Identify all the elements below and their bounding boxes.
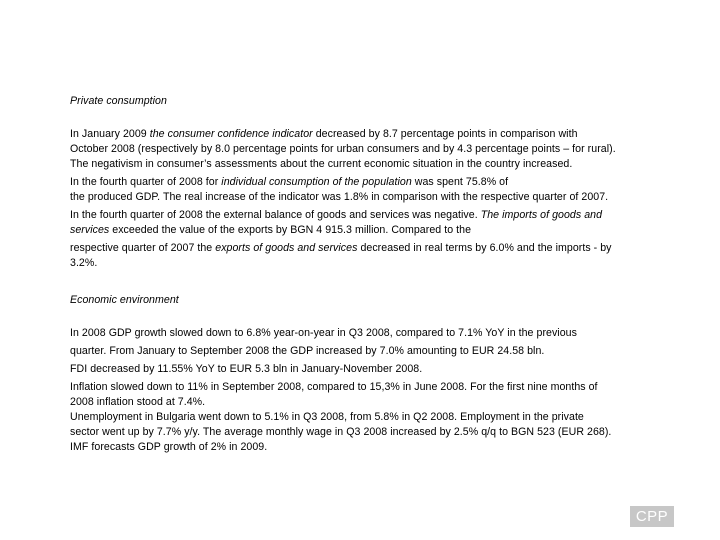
cpp-logo: CPP [630,506,674,527]
private-p1-line3: The negativism in consumer’s assessments about the current economic situation in the country increased. [70,158,573,170]
private-p1-line1: In January 2009 the consumer confidence indicator decreased by 8.7 percentage points in comparison with [70,128,578,140]
exports-term: exports of goods and services [215,242,358,254]
private-p3-line4: 3.2%. [70,257,98,269]
services-term: services [70,224,110,236]
private-p3-line3: respective quarter of 2007 the exports of goods and services decreased in real terms by 6.0% and the imports - by [70,242,612,254]
economic-line: quarter. From January to September 2008 the GDP increased by 7.0% amounting to EUR 24.58 bln. [70,345,545,357]
spacer [70,308,710,326]
economic-environment-heading: Economic environment [70,294,179,306]
document-body [70,94,710,455]
private-p2-line2: the produced GDP. The real increase of the indicator was 1.8% in comparison with the respective quarter of 2007. [70,191,609,203]
private-consumption-heading: Private consumption [70,95,167,107]
spacer [70,271,710,293]
private-p3-line1: In the fourth quarter of 2008 the external balance of goods and services was negative. The imports of goods and [70,209,603,221]
economic-line: sector went up by 7.7% y/y. The average monthly wage in Q3 2008 increased by 2.5% q/q to BGN 523 (EUR 268). [70,426,612,438]
economic-line: In 2008 GDP growth slowed down to 6.8% year-on-year in Q3 2008, compared to 7.1% YoY in the previous [70,327,577,339]
economic-line: Inflation slowed down to 11% in September 2008, compared to 15,3% in June 2008. For the first nine months of [70,381,598,393]
economic-line: FDI decreased by 11.55% YoY to EUR 5.3 bln in January-November 2008. [70,363,423,375]
private-p1-line2: October 2008 (respectively by 8.0 percentage points for urban consumers and by 4.3 percentage points – for rural). [70,143,616,155]
imports-term: The imports of goods and [480,209,603,221]
spacer [70,109,710,127]
consumer-confidence-term: the consumer confidence indicator [149,128,313,140]
private-p3-line2: services exceeded the value of the exports by BGN 4 915.3 million. Compared to the [70,224,472,236]
individual-consumption-term: individual consumption of the population [221,176,412,188]
private-p2-line1: In the fourth quarter of 2008 for individual consumption of the population was spent 75.8% of [70,176,509,188]
economic-line: Unemployment in Bulgaria went down to 5.1% in Q3 2008, from 5.8% in Q2 2008. Employment in the private [70,411,584,423]
economic-line: IMF forecasts GDP growth of 2% in 2009. [70,441,268,453]
economic-line: 2008 inflation stood at 7.4%. [70,396,206,408]
